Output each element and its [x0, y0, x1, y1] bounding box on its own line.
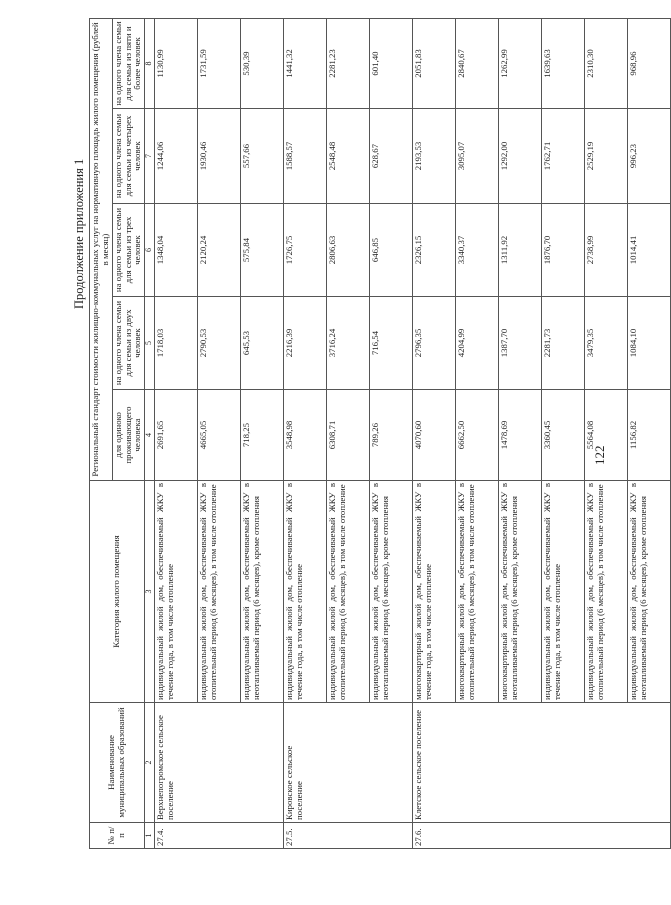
value-cell: 1478,69 — [499, 390, 542, 481]
value-cell: 1441,32 — [284, 19, 327, 109]
value-cell: 2120,24 — [198, 204, 241, 297]
column-number: 5 — [145, 297, 155, 390]
value-cell: 996,23 — [628, 109, 671, 204]
value-cell: 2310,30 — [585, 19, 628, 109]
header-name: Наименование муниципальных образований — [90, 703, 145, 823]
value-cell: 4070,60 — [413, 390, 456, 481]
value-cell: 601,40 — [370, 19, 413, 109]
header-sub: на одного члена семьи для семьи из двух человек — [112, 297, 145, 390]
value-cell: 716,54 — [370, 297, 413, 390]
value-cell: 2548,48 — [327, 109, 370, 204]
table-row — [284, 19, 327, 849]
value-cell: 628,67 — [370, 109, 413, 204]
value-cell: 3095,07 — [456, 109, 499, 204]
value-cell: 1718,03 — [155, 297, 198, 390]
value-cell: 968,96 — [628, 19, 671, 109]
value-cell: 557,66 — [241, 109, 284, 204]
value-cell: 2796,35 — [413, 297, 456, 390]
column-number: 3 — [145, 481, 155, 703]
header-category: Категория жилого помещения — [90, 481, 145, 703]
category-cell: многоквартирный жилой дом, обеспечиваемый ЖКУ в течение года, в том числе отопление — [413, 481, 456, 703]
value-cell: 2840,67 — [456, 19, 499, 109]
category-cell: многоквартирный жилой дом, обеспечиваемый ЖКУ в неотапливаемый период (6 месяцев), кроме отопления — [499, 481, 542, 703]
value-cell: 1130,99 — [155, 19, 198, 109]
value-cell: 2691,65 — [155, 390, 198, 481]
category-cell: многоквартирный жилой дом, обеспечиваемый ЖКУ в отопительный период (6 месяцев), в том числе отопление — [456, 481, 499, 703]
value-cell: 2051,83 — [413, 19, 456, 109]
value-cell: 1726,75 — [284, 204, 327, 297]
header-number: № п/п — [90, 823, 145, 849]
value-cell: 646,85 — [370, 204, 413, 297]
value-cell: 1014,41 — [628, 204, 671, 297]
column-number: 2 — [145, 703, 155, 823]
value-cell: 1156,82 — [628, 390, 671, 481]
value-cell: 1348,04 — [155, 204, 198, 297]
category-cell: индивидуальный жилой дом, обеспечиваемый ЖКУ в течение года, в том числе отопление — [155, 481, 198, 703]
value-cell: 3548,98 — [284, 390, 327, 481]
value-cell: 1311,92 — [499, 204, 542, 297]
header-sub: для одиноко проживающего человека — [112, 390, 145, 481]
value-cell: 1084,10 — [628, 297, 671, 390]
category-cell: индивидуальный жилой дом, обеспечиваемый ЖКУ в отопительный период (6 месяцев), в том числе отопление — [327, 481, 370, 703]
value-cell: 645,53 — [241, 297, 284, 390]
category-cell: индивидуальный жилой дом, обеспечиваемый ЖКУ в отопительный период (6 месяцев), в том числе отопление — [198, 481, 241, 703]
category-cell: индивидуальный жилой дом, обеспечиваемый ЖКУ в неотапливаемый период (6 месяцев), кроме отопления — [241, 481, 284, 703]
value-cell: 4665,05 — [198, 390, 241, 481]
page-number: 122 — [592, 445, 607, 465]
value-cell: 1292,00 — [499, 109, 542, 204]
value-cell: 530,39 — [241, 19, 284, 109]
value-cell: 2806,63 — [327, 204, 370, 297]
value-cell: 2790,53 — [198, 297, 241, 390]
header-regional-standard: Региональный стандарт стоимости жилищно-коммунальных услуг на нормативную площадь жилого помещения (рублей в месяц) — [90, 19, 113, 481]
value-cell: 1387,70 — [499, 297, 542, 390]
row-number: 27.4. — [155, 823, 284, 849]
value-cell: 2281,73 — [542, 297, 585, 390]
table-row — [413, 19, 456, 849]
value-cell: 2326,15 — [413, 204, 456, 297]
value-cell: 2529,19 — [585, 109, 628, 204]
value-cell: 3360,45 — [542, 390, 585, 481]
value-cell: 2281,23 — [327, 19, 370, 109]
row-number: 27.5. — [284, 823, 413, 849]
column-number: 7 — [145, 109, 155, 204]
column-number: 1 — [145, 823, 155, 849]
column-number: 4 — [145, 390, 155, 481]
value-cell: 1762,71 — [542, 109, 585, 204]
value-cell: 1262,99 — [499, 19, 542, 109]
value-cell: 718,25 — [241, 390, 284, 481]
value-cell: 1731,59 — [198, 19, 241, 109]
category-cell: индивидуальный жилой дом, обеспечиваемый ЖКУ в течение года, в том числе отопление — [542, 481, 585, 703]
value-cell: 1930,46 — [198, 109, 241, 204]
value-cell: 3479,35 — [585, 297, 628, 390]
value-cell: 4204,99 — [456, 297, 499, 390]
column-number: 8 — [145, 19, 155, 109]
column-number: 6 — [145, 204, 155, 297]
standards-table — [89, 18, 671, 849]
value-cell: 3716,24 — [327, 297, 370, 390]
category-cell: индивидуальный жилой дом, обеспечиваемый ЖКУ в неотапливаемый период (6 месяцев), кроме отопления — [370, 481, 413, 703]
value-cell: 3340,37 — [456, 204, 499, 297]
value-cell: 789,26 — [370, 390, 413, 481]
municipality-name: Кировское сельское поселение — [284, 703, 413, 823]
value-cell: 6662,50 — [456, 390, 499, 481]
value-cell: 2216,39 — [284, 297, 327, 390]
value-cell: 1588,57 — [284, 109, 327, 204]
value-cell: 575,84 — [241, 204, 284, 297]
row-number: 27.6. — [413, 823, 671, 849]
value-cell: 5564,08 — [585, 390, 628, 481]
category-cell: индивидуальный жилой дом, обеспечиваемый ЖКУ в отопительный период (6 месяцев), в том числе отопление — [585, 481, 628, 703]
value-cell: 1244,06 — [155, 109, 198, 204]
header-sub: на одного члена семьи для семьи из пяти и более человек — [112, 19, 145, 109]
table-row — [155, 19, 198, 849]
header-sub: на одного члена семьи для семьи из четырех человек — [112, 109, 145, 204]
category-cell: индивидуальный жилой дом, обеспечиваемый ЖКУ в течение года, в том числе отопление — [284, 481, 327, 703]
value-cell: 2193,53 — [413, 109, 456, 204]
municipality-name: Верхнепогромское сельское поселение — [155, 703, 284, 823]
category-cell: индивидуальный жилой дом, обеспечиваемый ЖКУ в неотапливаемый период (6 месяцев), кроме отопления — [628, 481, 671, 703]
municipality-name: Клетское сельское поселение — [413, 703, 671, 823]
header-sub: на одного члена семьи для семьи из трех человек — [112, 204, 145, 297]
value-cell: 6308,71 — [327, 390, 370, 481]
value-cell: 1876,70 — [542, 204, 585, 297]
value-cell: 2738,99 — [585, 204, 628, 297]
value-cell: 1639,63 — [542, 19, 585, 109]
continuation-title: Продолжение приложения 1 — [72, 158, 86, 309]
